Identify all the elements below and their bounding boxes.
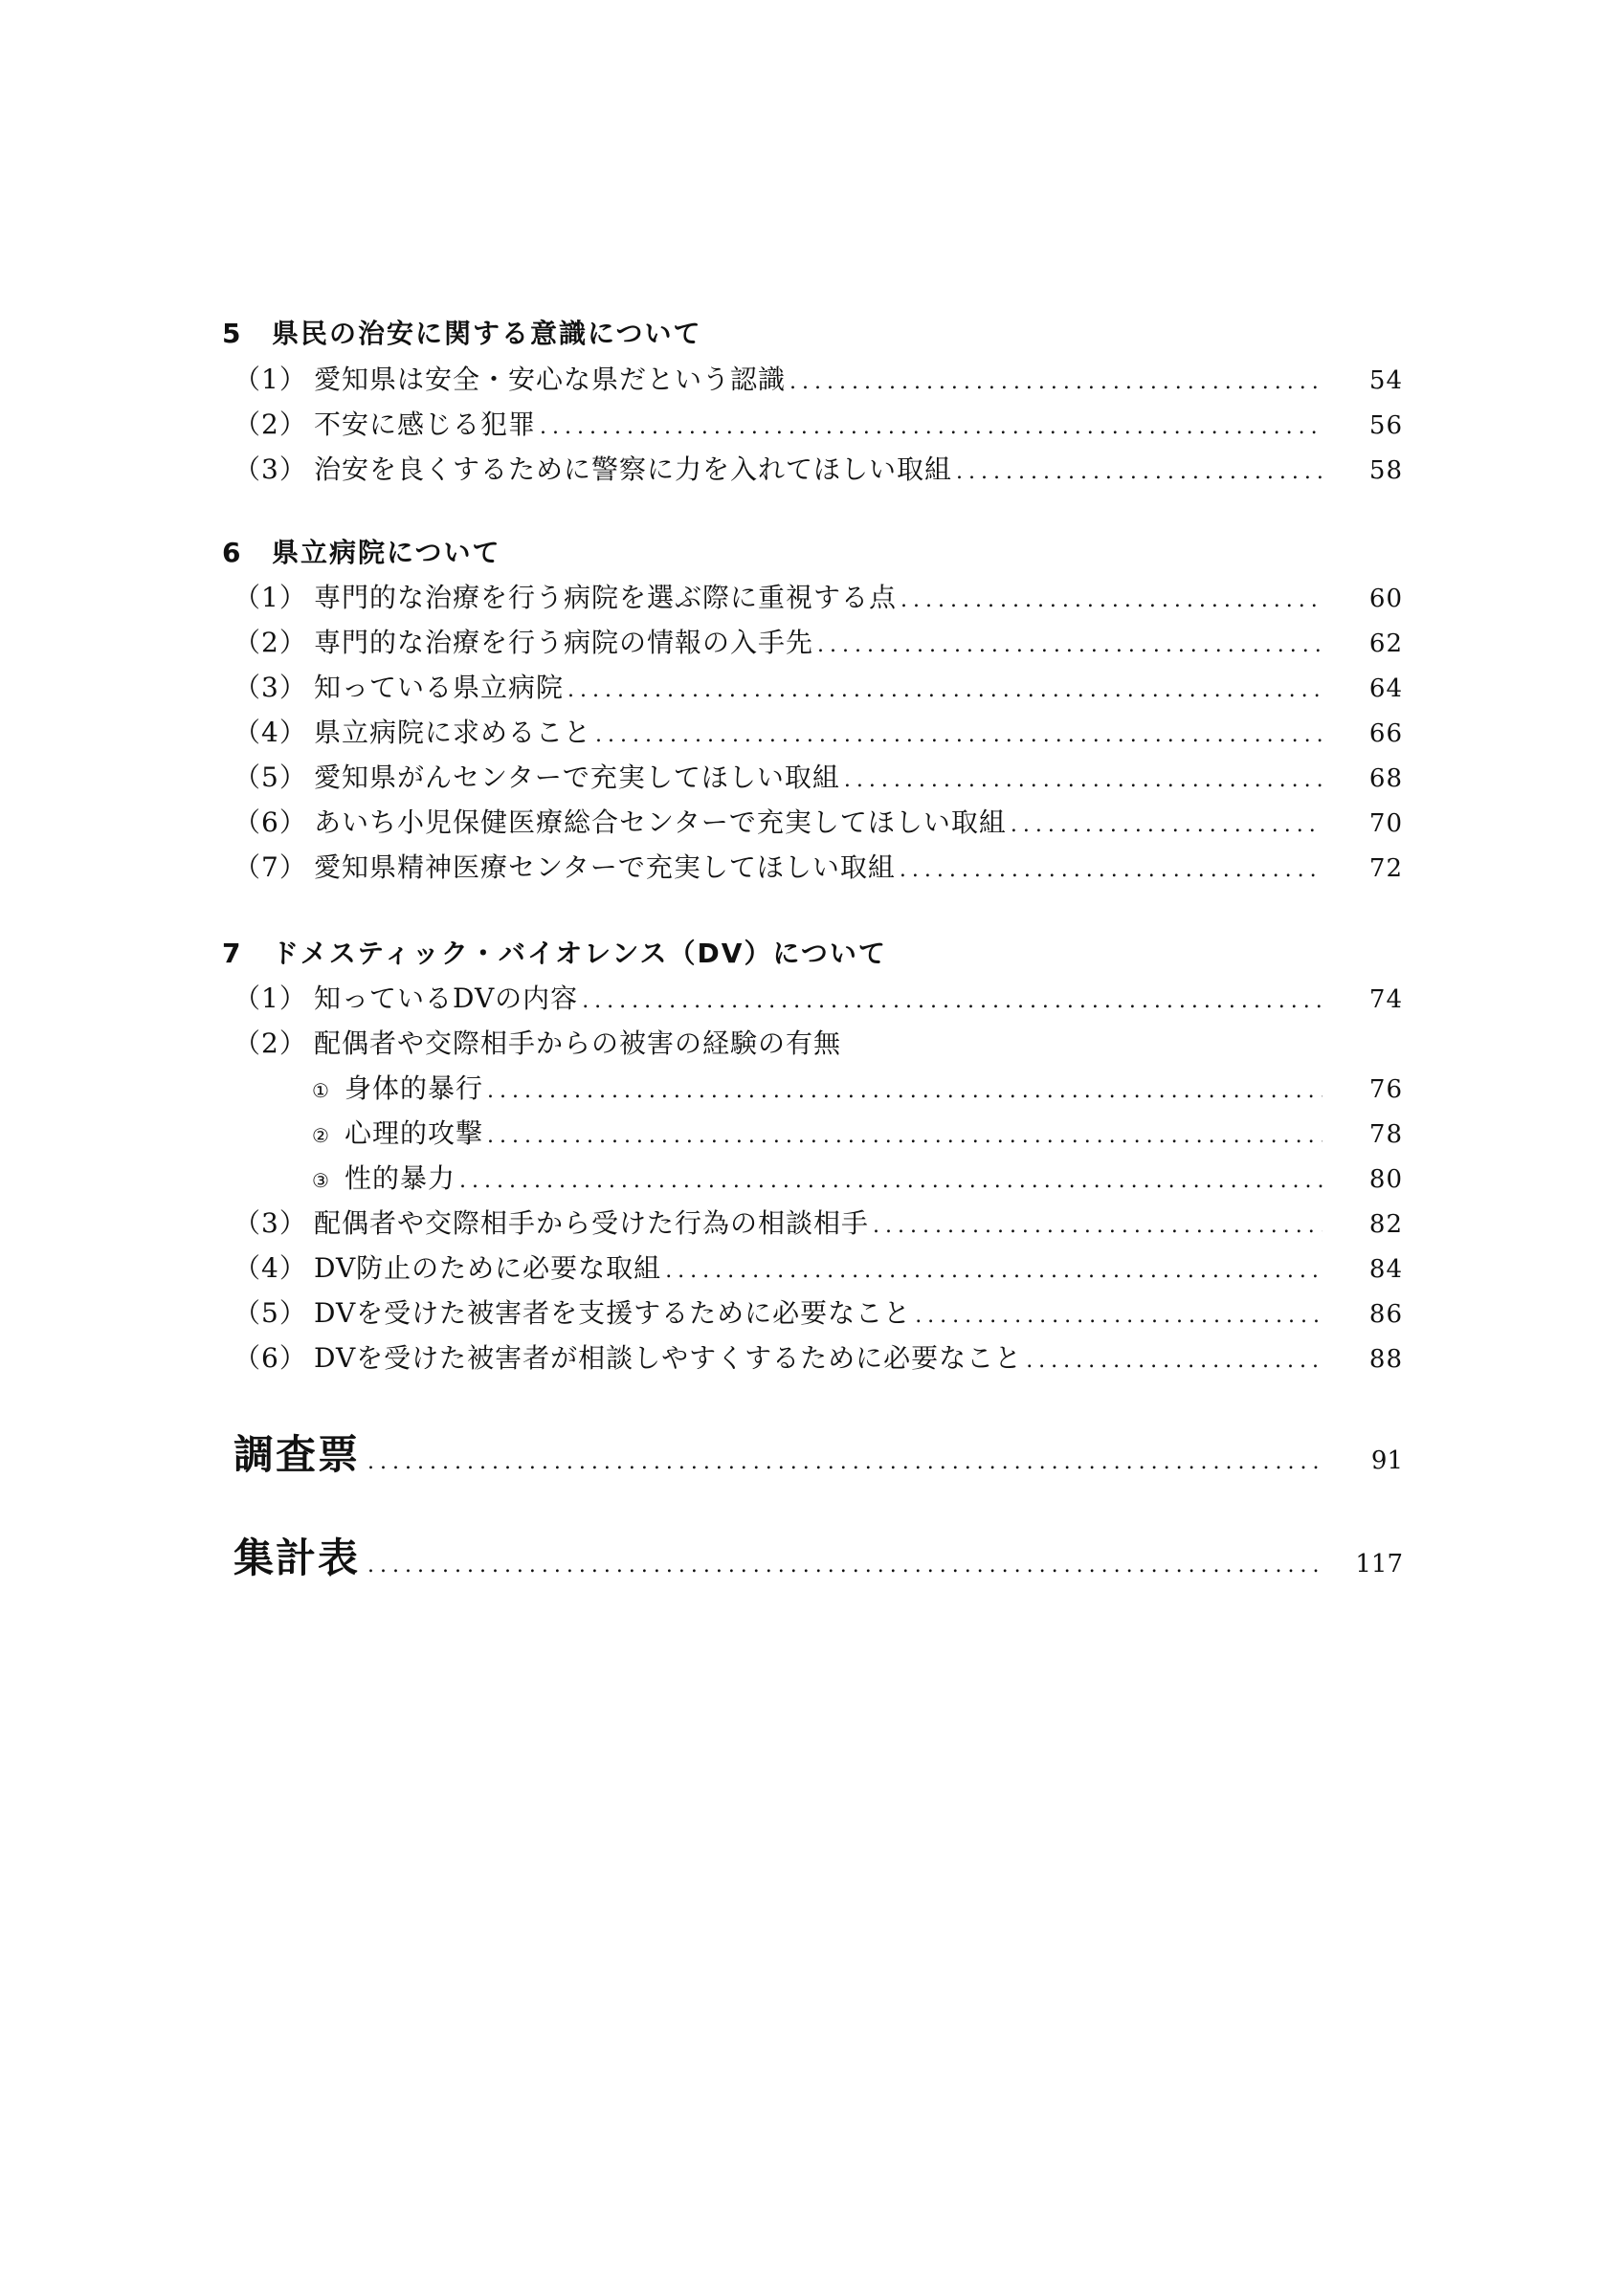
section-number: 6	[222, 537, 243, 568]
toc-entry[interactable]	[233, 1206, 1403, 1244]
dot-leader	[900, 853, 1323, 888]
entry-number: （2）	[233, 627, 307, 658]
circled-number: ②	[312, 1124, 330, 1147]
circled-number: ①	[312, 1079, 330, 1102]
toc-entry[interactable]	[233, 408, 1403, 445]
section-number: 7	[222, 938, 243, 969]
dot-leader	[1011, 808, 1323, 843]
dot-leader	[367, 1554, 1323, 1578]
toc-entry[interactable]	[233, 1296, 1403, 1334]
toc-entry[interactable]	[233, 806, 1403, 843]
entry-page-number: 60	[1368, 585, 1403, 613]
toc-appendix-survey[interactable]	[233, 1431, 1403, 1479]
entry-title: 知っているDVの内容	[314, 982, 579, 1014]
dot-leader	[900, 584, 1323, 618]
entry-title: 治安を良くするために警察に力を入れてほしい取組	[314, 453, 953, 485]
section-number: 5	[222, 318, 243, 349]
entry-title: 専門的な治療を行う病院を選ぶ際に重視する点	[314, 582, 898, 613]
toc-entry[interactable]	[233, 716, 1403, 753]
dot-leader	[665, 1254, 1323, 1289]
dot-leader	[817, 629, 1323, 663]
entry-number: （4）	[233, 717, 307, 748]
toc-entry-group	[233, 1027, 1403, 1061]
entry-page-number: 78	[1368, 1120, 1403, 1149]
entry-number: （6）	[233, 806, 307, 838]
entry-page-number: 82	[1368, 1210, 1403, 1239]
entry-title: DV防止のために必要な取組	[314, 1252, 662, 1284]
toc-subentry[interactable]	[312, 1116, 1403, 1154]
toc-entry[interactable]	[233, 363, 1403, 400]
section-title: ドメスティック・バイオレンス（DV）について	[272, 938, 887, 969]
entry-number: （1）	[233, 364, 307, 395]
toc-entry[interactable]	[233, 581, 1403, 618]
section-heading-6	[222, 536, 500, 570]
toc-entry[interactable]	[233, 1341, 1403, 1379]
dot-leader	[915, 1299, 1323, 1334]
entry-page-number: 117	[1355, 1550, 1403, 1578]
entry-title: あいち小児保健医療総合センターで充実してほしい取組	[314, 806, 1007, 838]
entry-title: DVを受けた被害者が相談しやすくするために必要なこと	[314, 1342, 1023, 1374]
section-title: 県立病院について	[272, 537, 501, 568]
dot-leader	[582, 984, 1323, 1019]
toc-entry[interactable]	[233, 671, 1403, 708]
entry-title: 専門的な治療を行う病院の情報の入手先	[314, 627, 814, 658]
toc-entry[interactable]	[233, 1251, 1403, 1289]
entry-title: 愛知県精神医療センターで充実してほしい取組	[314, 851, 896, 883]
entry-number: （1）	[233, 982, 307, 1014]
entry-page-number: 74	[1368, 985, 1403, 1014]
entry-title: DVを受けた被害者を支援するために必要なこと	[314, 1297, 912, 1329]
entry-page-number: 72	[1368, 854, 1403, 883]
entry-title: 県立病院に求めること	[314, 717, 592, 748]
circled-number: ③	[312, 1169, 330, 1192]
entry-page-number: 86	[1368, 1300, 1403, 1329]
entry-page-number: 68	[1368, 764, 1403, 793]
toc-entry[interactable]	[233, 850, 1403, 888]
toc-entry[interactable]	[233, 626, 1403, 663]
dot-leader	[459, 1164, 1323, 1199]
entry-title: 知っている県立病院	[314, 672, 565, 703]
toc-entry[interactable]	[233, 761, 1403, 798]
entry-page-number: 91	[1370, 1446, 1403, 1475]
dot-leader	[844, 763, 1323, 798]
section-heading-5	[222, 317, 701, 351]
entry-title: 不安に感じる犯罪	[314, 408, 537, 440]
entry-title: 愛知県がんセンターで充実してほしい取組	[314, 762, 840, 793]
entry-page-number: 62	[1368, 629, 1403, 658]
dot-leader	[1026, 1344, 1323, 1379]
entry-number: （3）	[233, 453, 307, 485]
entry-title: 心理的攻撃	[345, 1117, 484, 1149]
entry-title: 配偶者や交際相手からの被害の経験の有無	[314, 1027, 842, 1059]
appendix-title: 調査票	[233, 1431, 361, 1478]
dot-leader	[956, 455, 1323, 490]
entry-title: 性的暴力	[345, 1162, 456, 1194]
dot-leader	[595, 718, 1323, 753]
toc-appendix-tables[interactable]	[233, 1534, 1403, 1582]
entry-number: （6）	[233, 1342, 307, 1374]
entry-title: 配偶者や交際相手から受けた行為の相談相手	[314, 1207, 870, 1239]
dot-leader	[873, 1209, 1323, 1244]
appendix-title: 集計表	[233, 1534, 361, 1581]
entry-page-number: 80	[1368, 1165, 1403, 1194]
entry-page-number: 58	[1368, 456, 1403, 485]
entry-title: 愛知県は安全・安心な県だという認識	[314, 364, 787, 395]
entry-title: 身体的暴行	[345, 1072, 484, 1104]
entry-number: （3）	[233, 1207, 307, 1239]
entry-page-number: 54	[1368, 366, 1403, 395]
entry-number: （7）	[233, 851, 307, 883]
entry-page-number: 88	[1368, 1345, 1403, 1374]
entry-page-number: 66	[1368, 719, 1403, 748]
entry-page-number: 56	[1368, 411, 1403, 440]
entry-number: （1）	[233, 582, 307, 613]
section-heading-7	[222, 937, 887, 971]
entry-page-number: 64	[1368, 674, 1403, 703]
entry-number: （5）	[233, 762, 307, 793]
section-title: 県民の治安に関する意識について	[272, 318, 702, 349]
entry-number: （5）	[233, 1297, 307, 1329]
toc-entry[interactable]	[233, 982, 1403, 1019]
dot-leader	[367, 1450, 1323, 1474]
entry-number: （2）	[233, 408, 307, 440]
entry-number: （4）	[233, 1252, 307, 1284]
dot-leader	[540, 410, 1323, 445]
toc-subentry[interactable]	[312, 1161, 1403, 1199]
entry-page-number: 70	[1368, 809, 1403, 838]
dot-leader	[487, 1074, 1323, 1109]
entry-page-number: 84	[1368, 1255, 1403, 1284]
dot-leader	[487, 1119, 1323, 1154]
dot-leader	[567, 673, 1323, 708]
dot-leader	[789, 365, 1323, 400]
entry-page-number: 76	[1368, 1075, 1403, 1104]
entry-number: （2）	[233, 1027, 307, 1059]
toc-subentry[interactable]	[312, 1071, 1403, 1109]
toc-entry[interactable]	[233, 453, 1403, 490]
entry-number: （3）	[233, 672, 307, 703]
